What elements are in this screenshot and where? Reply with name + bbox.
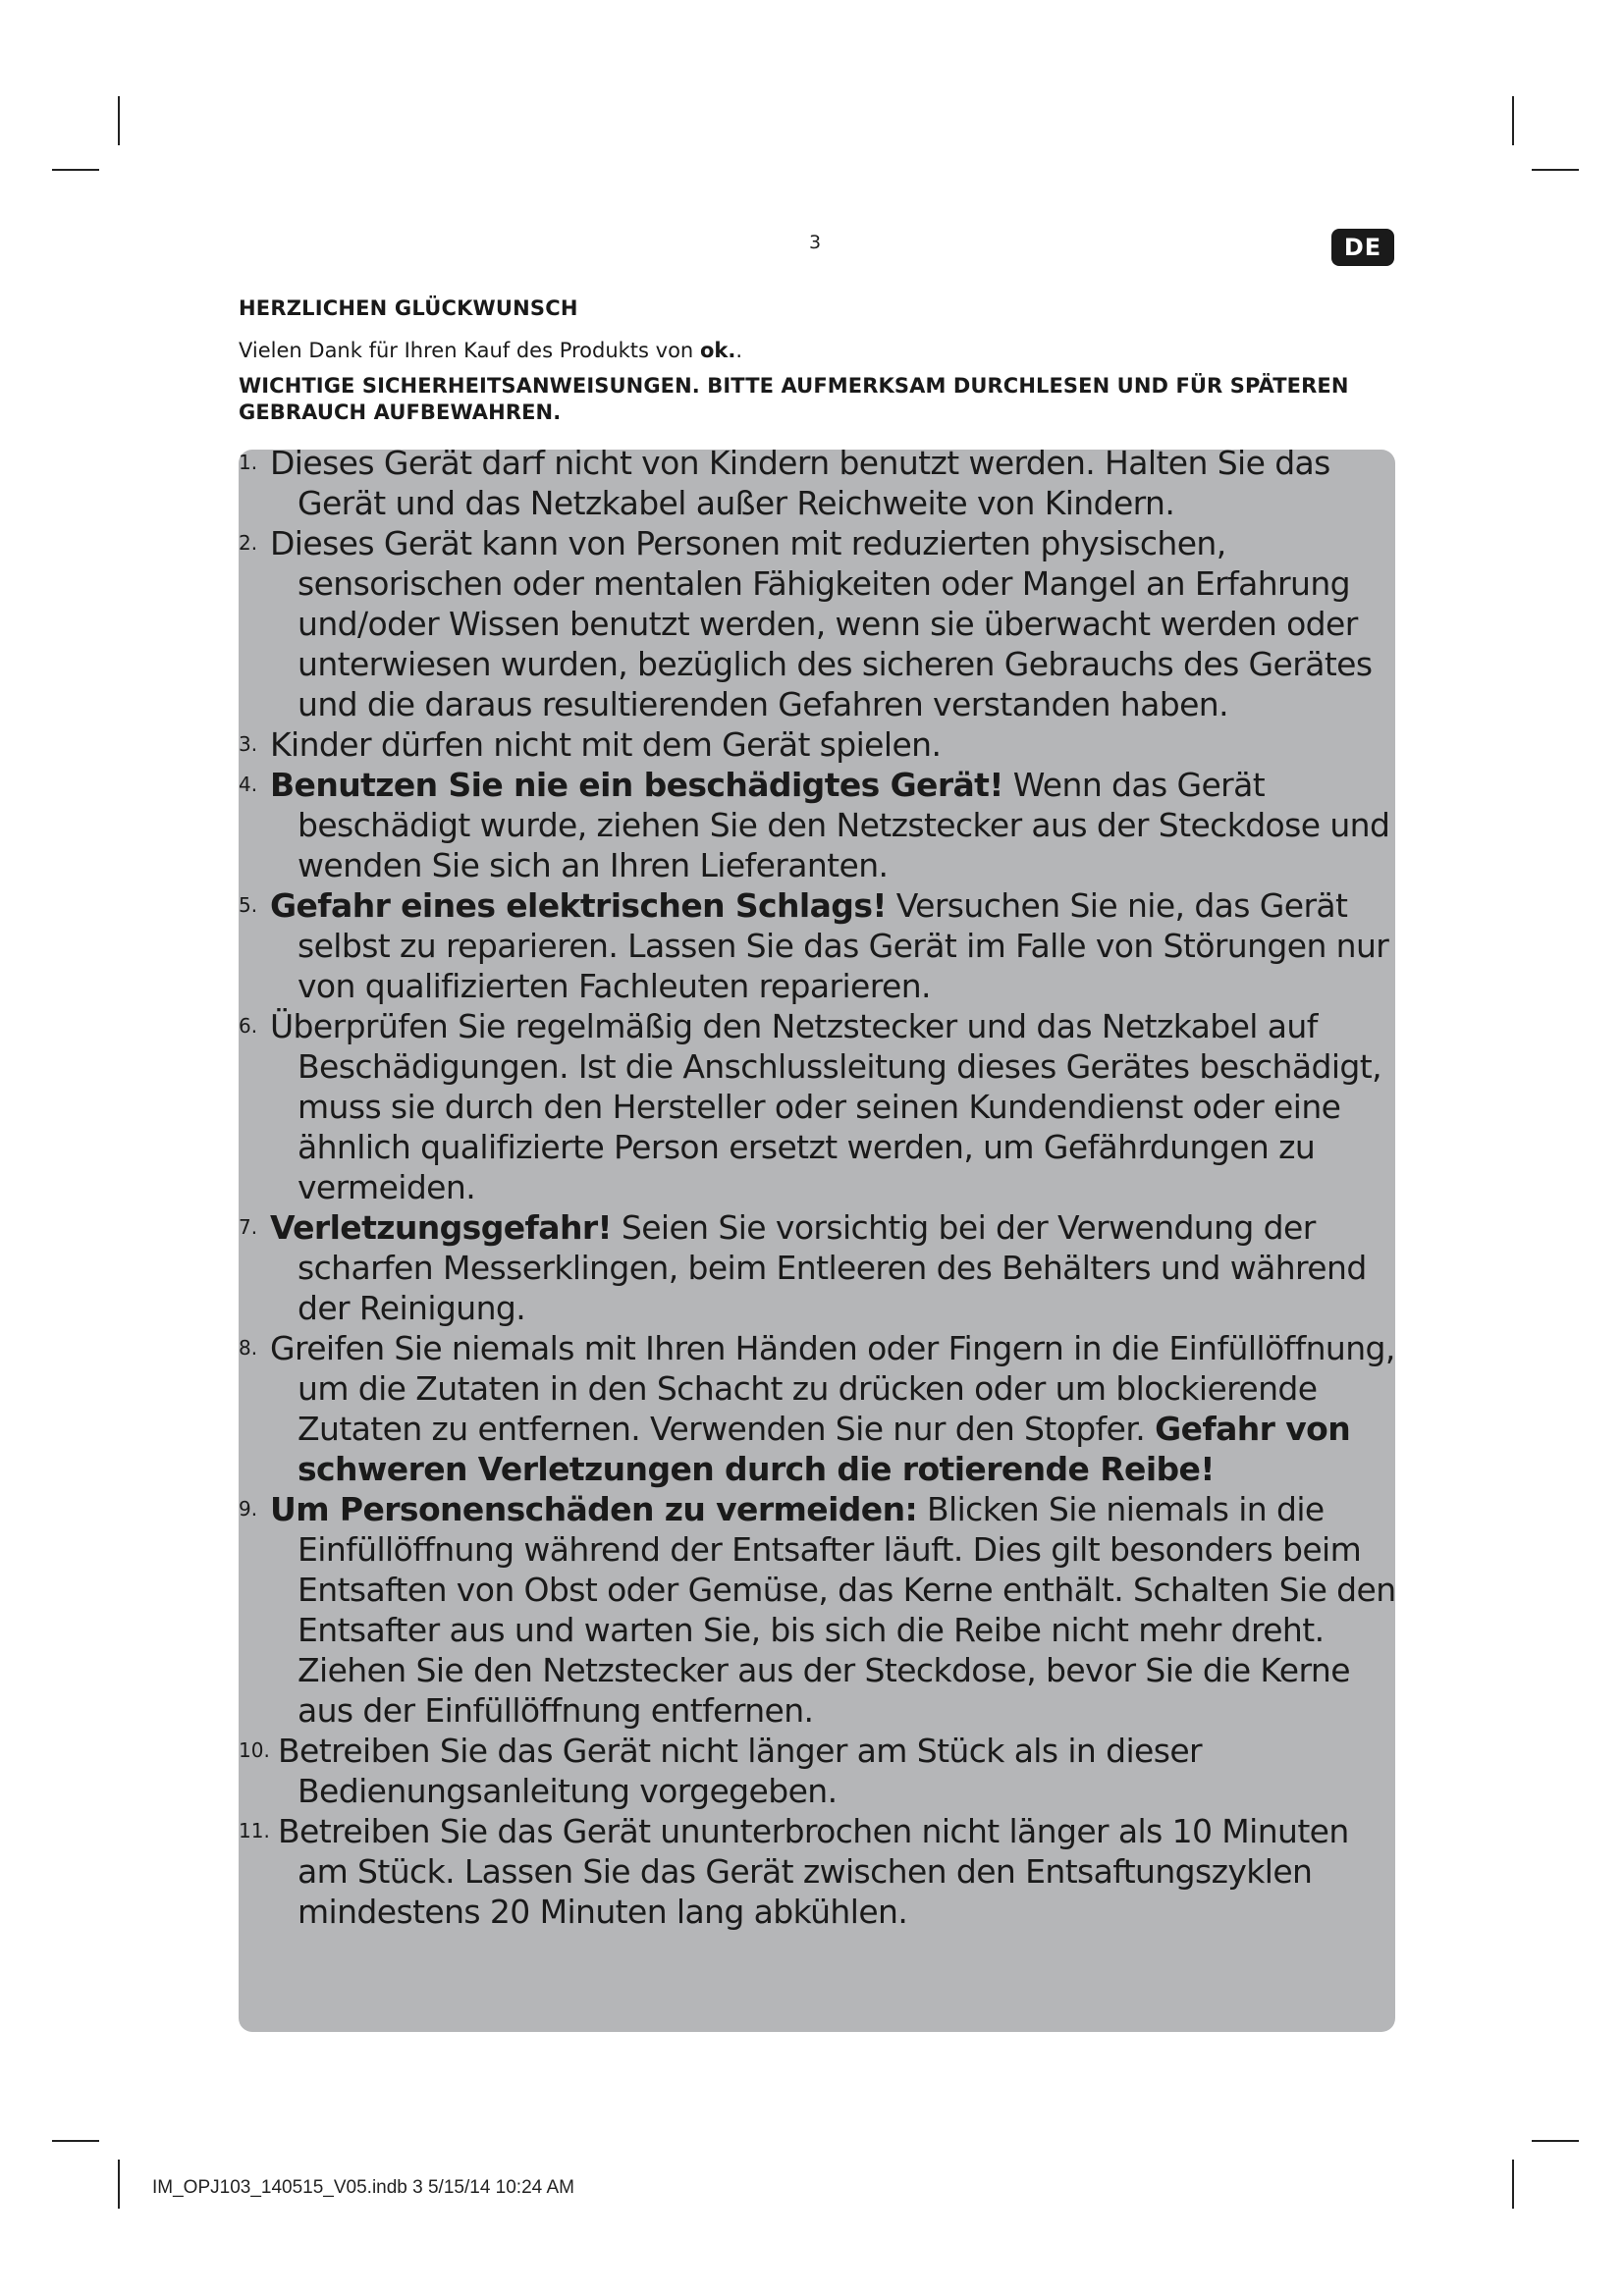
print-file-info: IM_OPJ103_140515_V05.indb 3 5/15/14 10:24 AM	[152, 2177, 574, 2198]
brand-name: ok.	[699, 339, 736, 362]
item-text: Wenn das Gerät beschädigt wurde, ziehen Sie den Netzstecker aus der Steckdose und wenden Sie sich an Ihren Lieferanten.	[298, 766, 1390, 884]
item-number: 3.	[239, 732, 258, 756]
item-number: 4.	[239, 773, 258, 796]
item-bold-lead: Um Personenschäden zu vermeiden:	[270, 1490, 918, 1528]
list-item	[239, 443, 1402, 523]
list-item	[239, 1811, 1402, 1932]
item-text: Dieses Gerät kann von Personen mit reduzierten physischen, sensorischen oder mentalen Fähigkeiten oder Mangel an Erfahrung und/oder Wissen benutzt werden, wenn sie überwacht werden oder unterwiesen wurden, bezüglich des sicheren Gebrauchs des Gerätes und die daraus resultierenden Gefahren verstanden haben.	[270, 524, 1373, 723]
item-text: Betreiben Sie das Gerät nicht länger am Stück als in dieser Bedienungsanleitung vorgegeben.	[278, 1732, 1203, 1810]
page-heading: HERZLICHEN GLÜCKWUNSCH	[239, 296, 578, 320]
item-number: 10.	[239, 1738, 270, 1762]
thanks-end: .	[735, 339, 742, 362]
list-item	[239, 885, 1402, 1006]
crop-mark	[118, 96, 120, 145]
list-item	[239, 1731, 1402, 1811]
safety-instruction-list	[239, 443, 1402, 1932]
item-number: 7.	[239, 1215, 258, 1239]
item-number: 2.	[239, 531, 258, 555]
list-item	[239, 724, 1402, 765]
item-text: Betreiben Sie das Gerät ununterbrochen nicht länger als 10 Minuten am Stück. Lassen Sie das Gerät zwischen den Entsaftungszyklen mindestens 20 Minuten lang abkühlen.	[278, 1812, 1349, 1931]
safety-title: WICHTIGE SICHERHEITSANWEISUNGEN. BITTE AUFMERKSAM DURCHLESEN UND FÜR SPÄTEREN GEBRAUCH AUFBEWAHREN.	[239, 374, 1349, 424]
list-item	[239, 765, 1402, 885]
crop-mark	[1512, 96, 1514, 145]
item-text: Dieses Gerät darf nicht von Kindern benutzt werden. Halten Sie das Gerät und das Netzkabel außer Reichweite von Kindern.	[270, 444, 1330, 522]
list-item	[239, 1328, 1402, 1489]
list-item	[239, 1489, 1402, 1731]
item-text: Versuchen Sie nie, das Gerät selbst zu reparieren. Lassen Sie das Gerät im Falle von Störungen nur von qualifizierten Fachleuten reparieren.	[298, 886, 1389, 1005]
item-bold-lead: Benutzen Sie nie ein beschädigtes Gerät!	[270, 766, 1003, 804]
list-item	[239, 1207, 1402, 1328]
item-bold-lead: Gefahr eines elektrischen Schlags!	[270, 886, 887, 925]
thanks-line	[239, 339, 742, 362]
list-item	[239, 523, 1402, 724]
item-number: 8.	[239, 1336, 258, 1360]
crop-mark	[52, 169, 99, 171]
item-number: 1.	[239, 451, 258, 474]
crop-mark	[1512, 2160, 1514, 2209]
item-text: Greifen Sie niemals mit Ihren Händen oder Fingern in die Einfüllöffnung, um die Zutaten in den Schacht zu drücken oder um blockierende Zutaten zu entfernen. Verwenden Sie nur den Stopfer.	[270, 1329, 1395, 1448]
item-bold-lead: Verletzungsgefahr!	[270, 1208, 612, 1247]
crop-mark	[1532, 2140, 1579, 2142]
item-text: Seien Sie vorsichtig bei der Verwendung der scharfen Messerklingen, beim Entleeren des Behälters und während der Reinigung.	[298, 1208, 1367, 1327]
thanks-text: Vielen Dank für Ihren Kauf des Produkts von	[239, 339, 694, 362]
item-number: 5.	[239, 893, 258, 917]
crop-mark	[52, 2140, 99, 2142]
item-text: Überprüfen Sie regelmäßig den Netzstecker und das Netzkabel auf Beschädigungen. Ist die Anschlussleitung dieses Gerätes beschädigt, muss sie durch den Hersteller oder seinen Kundendienst oder eine ähnlich qualifizierte Person ersetzt werden, um Gefährdungen zu vermeiden.	[270, 1007, 1381, 1206]
page-number: 3	[808, 232, 822, 253]
item-number: 9.	[239, 1497, 258, 1521]
crop-mark	[118, 2160, 120, 2209]
item-bold-warning: Gefahr von schweren Verletzungen durch die rotierende Reibe!	[298, 1410, 1351, 1488]
item-number: 11.	[239, 1819, 270, 1842]
language-badge: DE	[1331, 229, 1394, 266]
crop-mark	[1532, 169, 1579, 171]
item-number: 6.	[239, 1014, 258, 1038]
item-text: Kinder dürfen nicht mit dem Gerät spielen.	[270, 725, 942, 764]
item-text: Blicken Sie niemals in die Einfüllöffnung während der Entsafter läuft. Dies gilt besonders beim Entsaften von Obst oder Gemüse, das Kerne enthält. Schalten Sie den Entsafter aus und warten Sie, bis sich die Reibe nicht mehr dreht. Ziehen Sie den Netzstecker aus der Steckdose, bevor Sie die Kerne aus der Einfüllöffnung entfernen.	[298, 1490, 1396, 1730]
list-item	[239, 1006, 1402, 1207]
